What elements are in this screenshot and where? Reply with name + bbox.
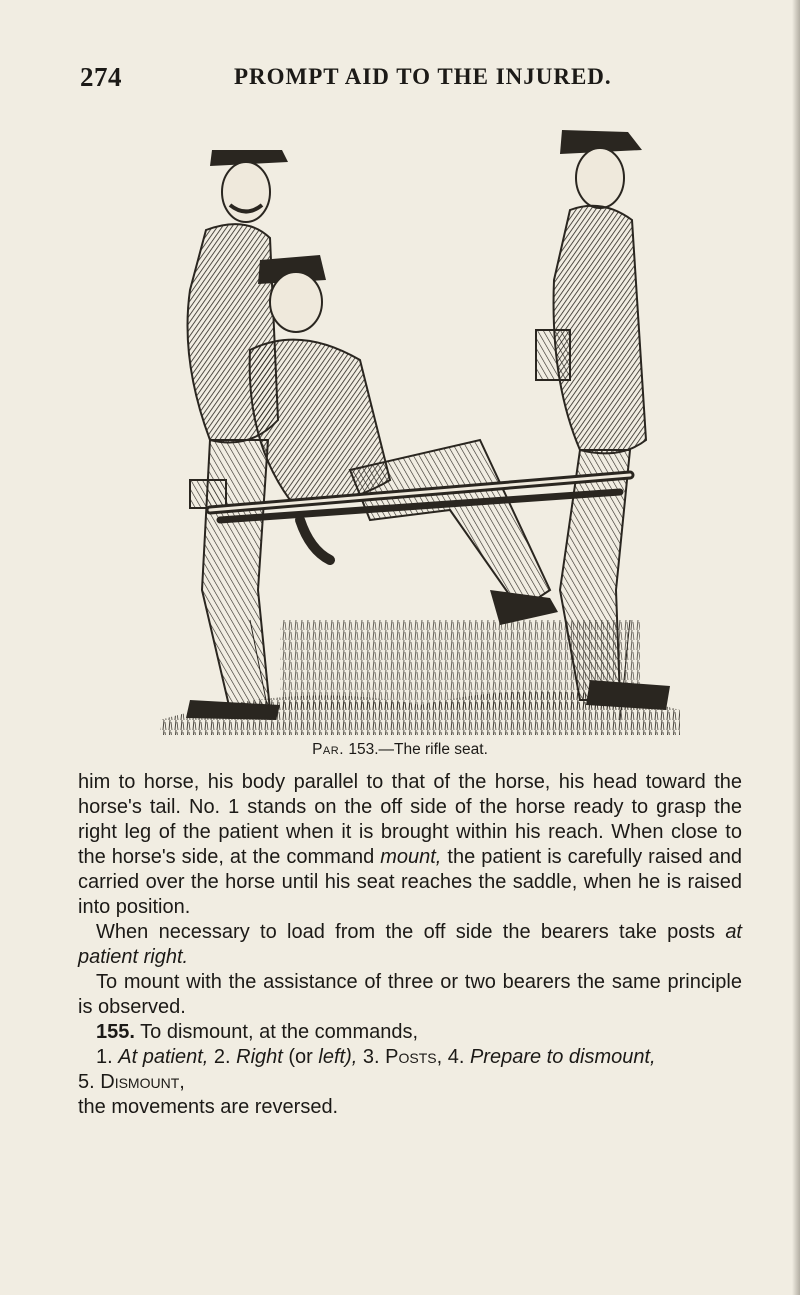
section-number-155: 155. xyxy=(96,1021,135,1043)
command-5: Dismount, xyxy=(100,1071,185,1093)
command-5-line xyxy=(78,1070,742,1095)
paragraph-2-text: When necessary to load from the off side the bearers take posts xyxy=(96,921,715,943)
page-header xyxy=(0,62,800,102)
paragraph-4 xyxy=(78,1020,742,1045)
page-number: 274 xyxy=(80,62,122,92)
command-3: Posts, xyxy=(385,1046,443,1068)
engraving-drawing xyxy=(150,120,690,735)
command-1: At patient, xyxy=(118,1046,209,1068)
dismount-commands xyxy=(78,1045,742,1070)
paragraph-3-text: To mount with the assistance of three or two bearers the same principle is observed. xyxy=(78,971,742,1018)
command-1-number: 1. xyxy=(96,1046,113,1068)
page-edge-shadow xyxy=(792,0,800,1295)
caption-par-number: 153. xyxy=(348,741,379,758)
paragraph-5 xyxy=(78,1095,742,1120)
running-title: PROMPT AID TO THE INJURED. xyxy=(234,64,612,89)
rifle-seat-illustration xyxy=(150,120,690,735)
command-3-number: 3. xyxy=(362,1046,380,1068)
command-2-alternate: left), xyxy=(318,1046,358,1068)
figure-caption xyxy=(0,741,800,759)
paragraph-1 xyxy=(78,770,742,920)
caption-par-label: Par. xyxy=(312,741,345,758)
patient-figure xyxy=(250,255,558,625)
paragraph-5-text: the movements are reversed. xyxy=(78,1096,339,1118)
caption-text: —The rifle seat. xyxy=(378,741,488,758)
command-2: Right xyxy=(236,1046,283,1068)
command-4-number: 4. xyxy=(447,1046,465,1068)
paragraph-3 xyxy=(78,970,742,1020)
paragraph-1-continued: the patient is carefully raised and carried over the horse until his seat reaches the saddle, when he is raised into position. xyxy=(78,846,743,918)
body-text xyxy=(78,770,742,1120)
paragraph-1-text: him to horse, his body parallel to that of the horse, his head toward the horse's tail. No. 1 stands on the off side of the horse ready to grasp the right leg of the patient when it is brought within his reach. When close to the horse's side, at the command xyxy=(78,771,742,868)
command-5-number: 5. xyxy=(78,1071,95,1093)
command-4: Prepare to dismount, xyxy=(469,1046,656,1068)
command-2-paren: (or xyxy=(288,1046,313,1068)
paragraph-2-italic: at patient right. xyxy=(78,921,742,968)
command-2-number: 2. xyxy=(213,1046,231,1068)
paragraph-4-text: To dismount, at the commands, xyxy=(140,1021,419,1043)
command-mount: mount, xyxy=(380,846,442,868)
paragraph-2 xyxy=(78,920,742,970)
